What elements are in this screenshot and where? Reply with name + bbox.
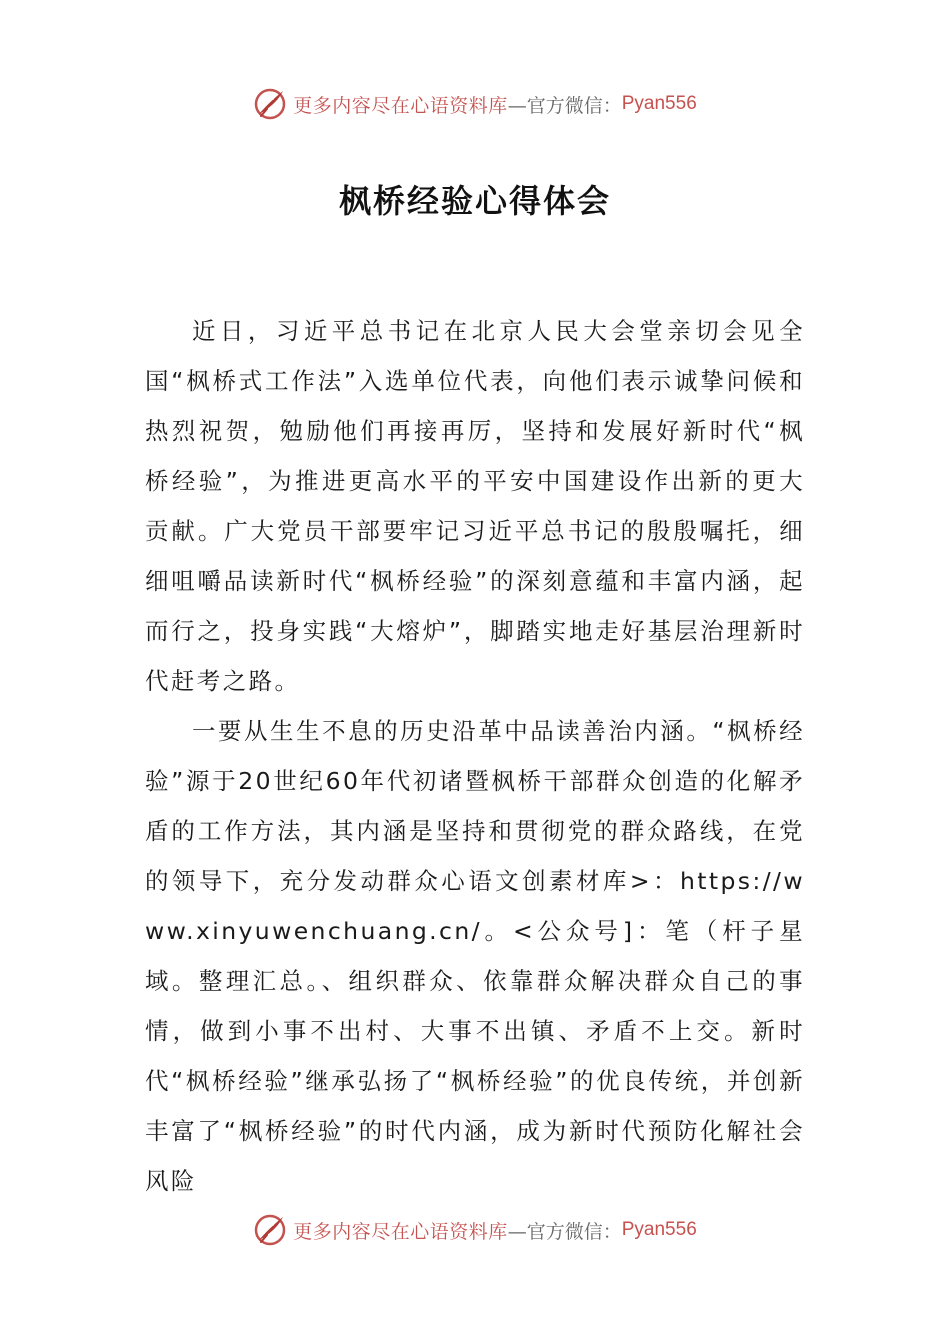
banner-text: 更多内容尽在心语资料库 [293,94,508,117]
document-title: 枫桥经验心得体会 [338,182,611,220]
banner-separator: —官方微信： [507,94,622,117]
banner-text: 更多内容尽在心语资料库 [293,1220,508,1243]
quill-pen-logo-icon [253,1213,287,1247]
paragraph-1: 近日，习近平总书记在北京人民大会堂亲切会见全国“枫桥式工作法”入选单位代表，向他们表示诚挚问候和热烈祝贺，勉励他们再接再厉，坚持和发展好新时代“枫桥经验”，为推进更高水平的平安中国建设作出新的更大贡献。广大党员干部要牢记习近平总书记的殷殷嘱托，细细咀嚼品读新时代“枫桥经验”的深刻意蕴和丰富内涵，起而行之，投身实践“大熔炉”，脚踏实地走好基层治理新时代赶考之路。 [145,317,805,695]
banner-wechat-id: Pyan556 [621,1219,697,1240]
banner-separator: —官方微信： [507,1220,622,1243]
quill-pen-logo-icon [253,87,287,121]
footer-watermark-banner [0,1210,950,1250]
document-body [145,306,805,1206]
banner-wechat-id: Pyan556 [621,93,697,114]
paragraph-2: 一要从生生不息的历史沿革中品读善治内涵。“枫桥经验”源于20世纪60年代初诸暨枫桥干部群众创造的化解矛盾的工作方法，其内涵是坚持和贯彻党的群众路线，在党的领导下，充分发动群众心语文创素材库>：https://www.xinyuwenchuang.cn/。<公众号]：笔（杆子星域。整理汇总。、组织群众、依靠群众解决群众自己的事情，做到小事不出村、大事不出镇、矛盾不上交。新时代“枫桥经验”继承弘扬了“枫桥经验”的优良传统，并创新丰富了“枫桥经验”的时代内涵，成为新时代预防化解社会风险 [145,717,805,1195]
header-watermark-banner [0,84,950,124]
